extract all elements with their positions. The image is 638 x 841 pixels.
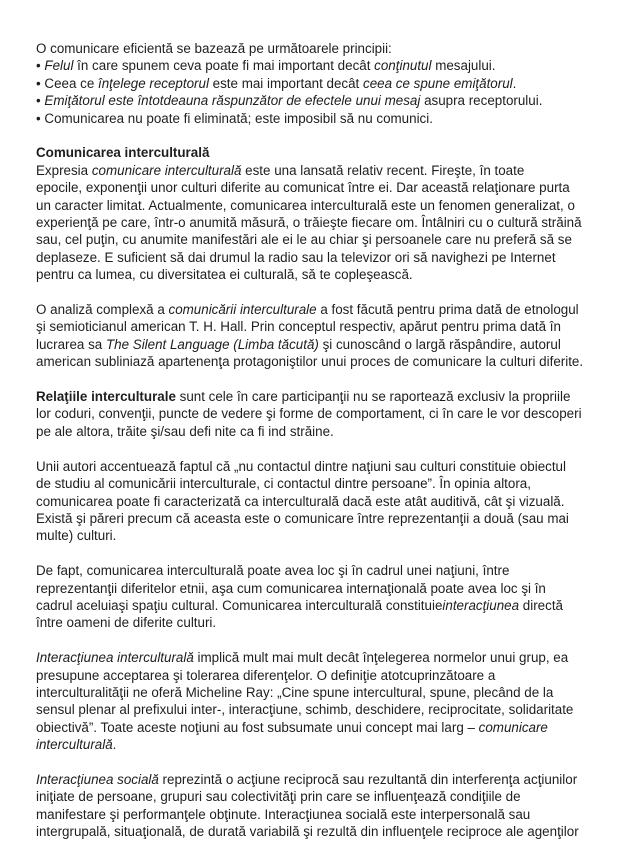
text-segment: • [36, 93, 45, 109]
text-segment: pentru ca lumea, cu diversitatea ei culturală, să te copleşească. [36, 267, 413, 283]
italic-text: Emiţătorul este întotdeauna răspunzător de efectele unui mesaj [44, 93, 421, 109]
italic-text: ceea ce spune emiţătorul [363, 75, 513, 91]
text-line [36, 614, 612, 631]
italic-text: înţelege receptorul [98, 75, 209, 91]
text-line [36, 301, 612, 318]
text-line [36, 318, 612, 335]
text-line [36, 266, 612, 283]
italic-text: Interacţiunea socială [36, 771, 159, 787]
text-segment: • [36, 58, 45, 74]
text-line [36, 701, 612, 718]
paragraph [36, 40, 612, 127]
paragraph [36, 388, 612, 440]
text-segment: este una lansată relativ recent. Fireşte, în toate [241, 162, 525, 178]
italic-text: The Silent Language (Limba tăcută) [105, 336, 319, 352]
paragraph [36, 458, 612, 545]
text-line [36, 405, 612, 422]
text-line [36, 806, 612, 823]
text-segment: de studiu al comunicării interculturale, ci contactul dintre persoane”. În opinia altora, [36, 476, 531, 492]
text-segment: directă [519, 597, 563, 613]
text-line [36, 493, 612, 510]
text-line [36, 423, 612, 440]
text-segment: asupra receptorului. [420, 93, 543, 109]
text-segment: multe) culturi. [36, 528, 117, 544]
text-segment: implică mult mai mult decât înţelegerea normelor unui grup, ea [193, 650, 569, 666]
text-line [36, 475, 612, 492]
text-segment: lucrarea sa [36, 336, 106, 352]
text-line [36, 580, 612, 597]
document-body [36, 40, 612, 841]
text-segment: în care spunem ceva poate fi mai important decât [73, 58, 375, 74]
text-line [36, 597, 612, 614]
text-segment: este mai important decât [208, 75, 364, 91]
text-line [36, 214, 612, 231]
text-segment: O analiză complexă a [36, 302, 169, 318]
text-segment: a fost făcută pentru prima dată de etnologul [316, 302, 579, 318]
text-segment: O comunicare eficientă se bazează pe următoarele principii: [36, 41, 392, 56]
text-segment: mesajului. [431, 58, 496, 74]
text-segment: sau, cel puţin, cu anumite manifestări ale ei le au chiar şi persoanele care nu preferă să se [36, 232, 572, 248]
text-line [36, 40, 612, 57]
text-segment: epocile, exponenţii unor culturi diferite au comunicat între ei. Dar această relaţionare purta [36, 180, 570, 196]
italic-text: comunicării interculturale [168, 302, 317, 318]
text-segment: cadrul aceluiaşi spaţiu cultural. Comunicarea interculturală constituie [36, 597, 443, 613]
text-segment: intergrupală, situaţională, de durată variabilă şi rezultă din influenţele reciproce ale agenţilor [36, 824, 579, 840]
bold-text: Relaţiile interculturale [36, 389, 176, 405]
text-line [36, 527, 612, 544]
text-segment: deplaseze. E suficient să dai drumul la radio sau la televizor ori să navighezi pe Internet [36, 249, 556, 265]
text-line [36, 110, 612, 127]
text-segment: obiectivă”. Toate aceste noţiuni au fost subsumate unui concept mai larg – [36, 719, 479, 735]
italic-text: interculturală [36, 737, 113, 753]
italic-text: Felul [44, 58, 74, 74]
text-segment: comunicarea poate fi caracterizată ca interculturală dacă este atât auditivă, cât şi vizuală. [36, 493, 565, 509]
italic-text: comunicare [478, 719, 548, 735]
text-segment: un caracter limitat. Actualmente, comunicarea interculturală este un fenomen generalizat, o [36, 197, 575, 213]
text-line [36, 388, 612, 405]
text-line [36, 197, 612, 214]
text-segment: şi semioticianul american T. H. Hall. Prin conceptul respectiv, apărut pentru prima dată în [36, 319, 561, 335]
text-segment: Există şi păreri precum că aceasta este o comunicare între reprezentanţii a două (sau mai [36, 510, 569, 526]
text-segment: reprezentanţii diferitelor etnii, aşa cum comunicarea internaţională poate avea loc şi în [36, 580, 546, 596]
text-segment: între oameni de diferite culturi. [36, 615, 217, 631]
text-segment: presupune acceptarea şi tolerarea diferenţelor. O definiţie atotcuprinzătoare a [36, 667, 496, 683]
text-line [36, 336, 612, 353]
text-segment: interculturalităţii ne oferă Micheline Ray: „Cine spune intercultural, spune, plecând de la [36, 684, 554, 700]
text-segment: experienţă pe care, într-o anumită măsură, o trăieşte fiecare om. Întâlniri cu o cultură străină [36, 215, 582, 231]
text-line [36, 57, 612, 74]
italic-text: Interacţiunea interculturală [36, 650, 194, 666]
text-segment: Unii autori accentuează faptul că „nu contactul dintre naţiuni sau culturi constituie obiectul [36, 458, 566, 474]
text-line [36, 562, 612, 579]
text-line [36, 649, 612, 666]
text-segment: sunt cele în care participanţii nu se raportează exclusiv la propriile [175, 389, 571, 405]
text-segment: reprezintă o acţiune reciprocă sau rezultantă din interferenţa acţiunilor [158, 771, 578, 787]
text-segment: Expresia [36, 162, 92, 178]
text-segment: . [512, 75, 517, 91]
text-segment: . [112, 737, 117, 753]
text-line [36, 667, 612, 684]
text-line [36, 771, 612, 788]
text-line [36, 92, 612, 109]
text-segment: De fapt, comunicarea interculturală poate avea loc şi în cadrul unei naţiuni, între [36, 563, 510, 579]
text-line [36, 736, 612, 753]
text-segment: manifestare şi performanţele obţinute. Interacţiunea socială este interpersonală sau [36, 806, 531, 822]
text-segment: şi cunoscând o largă răspândire, autorul [318, 336, 561, 352]
text-line [36, 788, 612, 805]
paragraph [36, 144, 612, 283]
text-segment: sensul plenar al prefixului inter-, interacţiune, schimb, deschidere, reciprocitate, solidaritate [36, 702, 574, 718]
paragraph [36, 649, 612, 753]
text-line [36, 719, 612, 736]
text-segment: lor coduri, convenţii, puncte de vedere şi forme de comportament, ci în care le vor descoperi [36, 406, 582, 422]
text-line [36, 179, 612, 196]
text-line [36, 353, 612, 370]
text-line [36, 510, 612, 527]
bold-text: Comunicarea interculturală [36, 145, 210, 161]
text-segment: american subliniază apartenenţa protagoniştilor unui proces de comunicare la culturi diferite. [36, 354, 584, 370]
italic-text: conţinutul [374, 58, 432, 74]
text-line [36, 684, 612, 701]
text-segment: pe ale altora, trăite şi/sau defi nite ca fi ind străine. [36, 423, 334, 439]
paragraph [36, 301, 612, 371]
text-segment: • Ceea ce [36, 75, 99, 91]
paragraph [36, 562, 612, 632]
text-line [36, 144, 612, 161]
text-line [36, 231, 612, 248]
text-line [36, 75, 612, 92]
text-segment: • Comunicarea nu poate fi eliminată; este imposibil să nu comunici. [36, 110, 433, 126]
text-line [36, 458, 612, 475]
italic-text: comunicare interculturală [91, 162, 242, 178]
italic-text: interacţiunea [442, 597, 520, 613]
text-segment: iniţiate de persoane, grupuri sau colectivităţi prin care se influenţează condiţiile de [36, 789, 521, 805]
text-line [36, 162, 612, 179]
text-line [36, 249, 612, 266]
paragraph [36, 771, 612, 841]
